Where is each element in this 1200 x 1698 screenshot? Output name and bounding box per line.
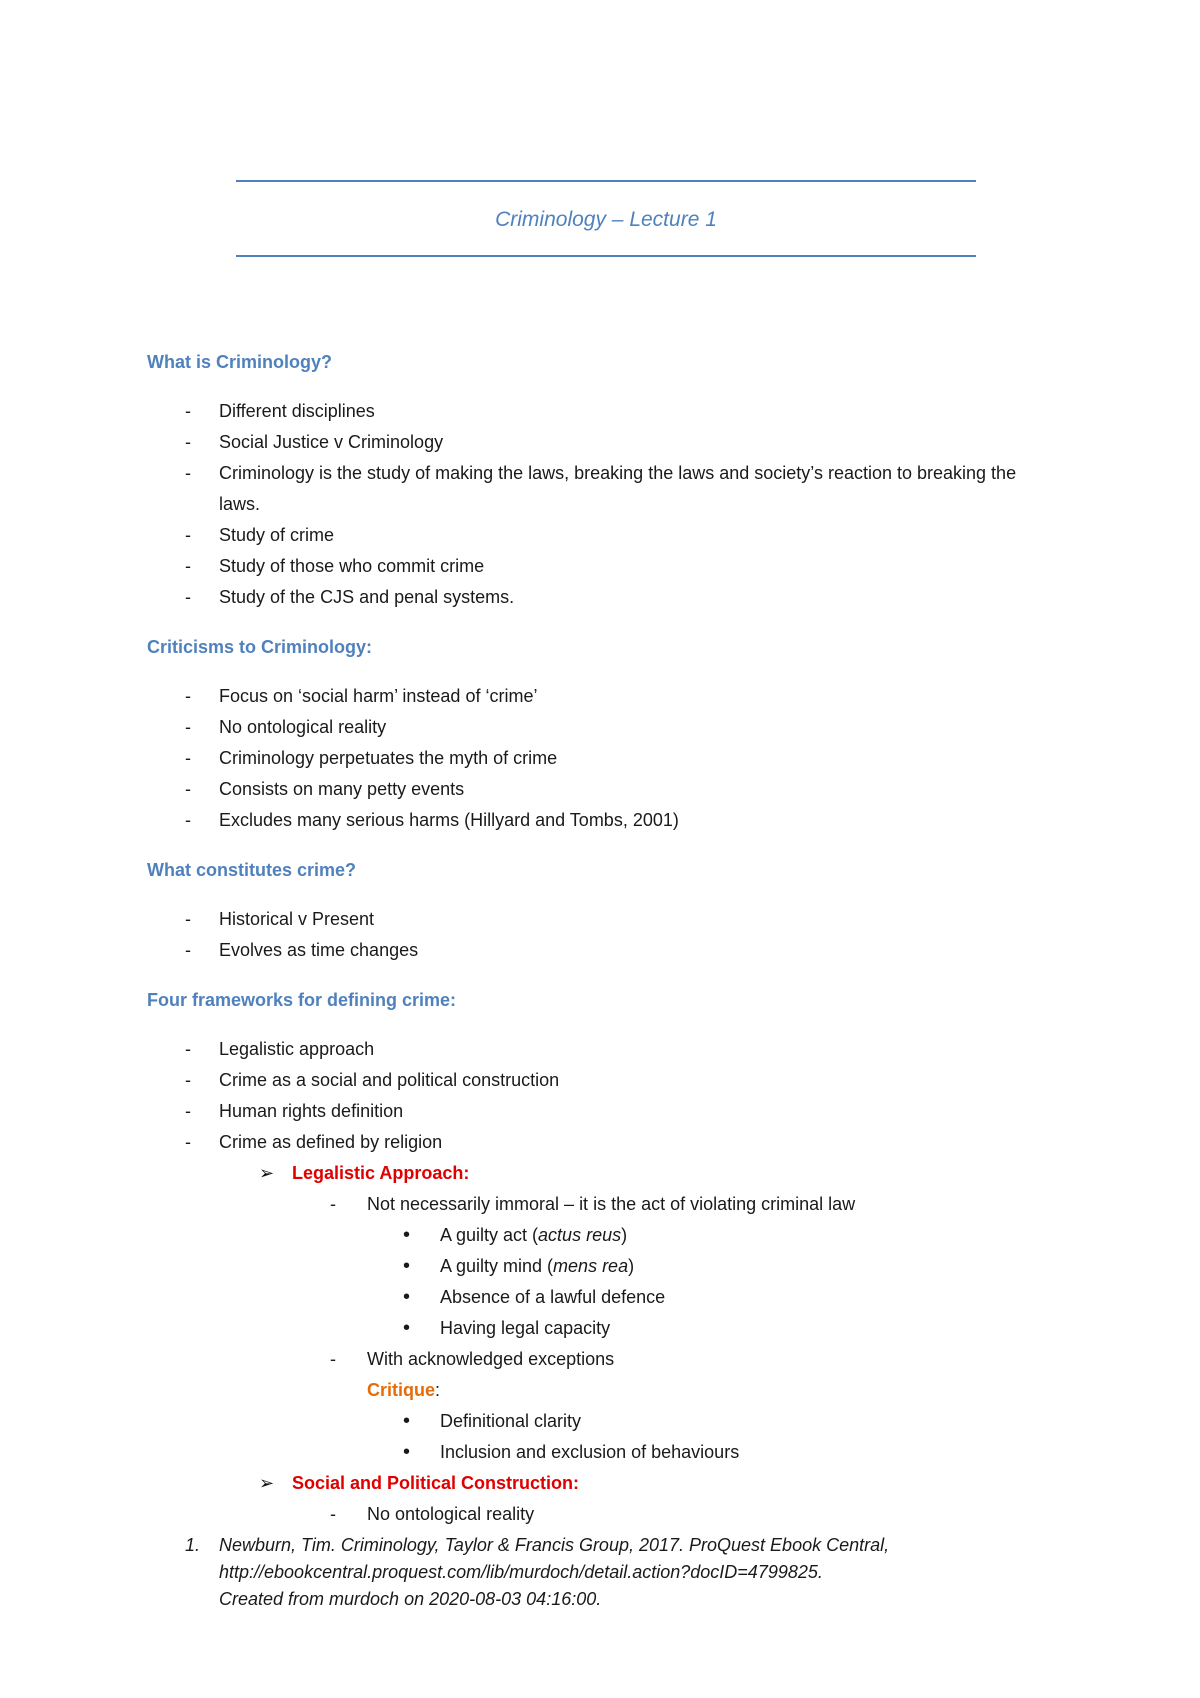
list-item: - Criminology is the study of making the laws, breaking the laws and society’s reaction to breaking the laws. [147, 458, 1047, 520]
subheading-label: Social and Political Construction: [292, 1473, 580, 1493]
list-item: - Human rights definition [147, 1096, 1047, 1127]
list-social-points [147, 1499, 1047, 1530]
heading-what-is-criminology: What is Criminology? [147, 352, 333, 372]
list-legalistic-points [147, 1189, 1047, 1220]
list-criticisms [147, 681, 1047, 836]
list-item: - Different disciplines [147, 396, 1047, 427]
title-block [236, 180, 976, 257]
list-item: - Not necessarily immoral – it is the act of violating criminal law [147, 1189, 1047, 1220]
list-item: - No ontological reality [147, 712, 1047, 743]
bullet-text: A guilty act ( [440, 1225, 539, 1245]
list-item: - Crime as defined by religion [147, 1127, 1047, 1158]
footnote-line: Newburn, Tim. Criminology, Taylor & Francis Group, 2017. ProQuest Ebook Central, [219, 1535, 890, 1555]
subheading-social-political-construction [147, 1468, 1047, 1499]
list-critique [147, 1406, 1047, 1468]
list-item: - Study of those who commit crime [147, 551, 1047, 582]
arrow-bullet-icon: ➢ [259, 1163, 275, 1183]
list-item: - Historical v Present [147, 904, 1047, 935]
list-item [147, 1220, 1047, 1251]
list-item: - Focus on ‘social harm’ instead of ‘crime’ [147, 681, 1047, 712]
bullet-text-end: ) [621, 1225, 628, 1245]
list-item: - Excludes many serious harms (Hillyard and Tombs, 2001) [147, 805, 1047, 836]
heading-what-constitutes-crime: What constitutes crime? [147, 860, 357, 880]
critique-colon: : [435, 1380, 441, 1400]
list-what-constitutes-crime [147, 904, 1047, 966]
list-four-frameworks [147, 1034, 1047, 1158]
list-item: - Criminology perpetuates the myth of crime [147, 743, 1047, 774]
footnote-line: Created from murdoch on 2020-08-03 04:16:00. [219, 1589, 602, 1609]
heading-four-frameworks: Four frameworks for defining crime: [147, 990, 457, 1010]
list-item: - Study of the CJS and penal systems. [147, 582, 1047, 613]
heading-criticisms: Criticisms to Criminology: [147, 637, 373, 657]
subheading-legalistic-approach [147, 1158, 1047, 1189]
footnote-link: http://ebookcentral.proquest.com/lib/murdoch/detail.action?docID=4799825. [219, 1562, 823, 1582]
list-item: - Legalistic approach [147, 1034, 1047, 1065]
page-title: Criminology – Lecture 1 [495, 208, 717, 231]
list-item: - Crime as a social and political construction [147, 1065, 1047, 1096]
list-item: - Evolves as time changes [147, 935, 1047, 966]
list-item: • Definitional clarity [147, 1406, 1047, 1437]
subheading-label: Legalistic Approach: [292, 1163, 470, 1183]
list-legalistic-elements [147, 1220, 1047, 1344]
title-rule-bottom [236, 255, 976, 257]
list-item: - With acknowledged exceptions [147, 1344, 1047, 1375]
critique-label [147, 1375, 1047, 1406]
document-body [147, 349, 1047, 1613]
list-item: • Inclusion and exclusion of behaviours [147, 1437, 1047, 1468]
list-item: - Consists on many petty events [147, 774, 1047, 805]
list-item: • Having legal capacity [147, 1313, 1047, 1344]
arrow-bullet-icon: ➢ [259, 1473, 275, 1493]
bullet-text-end: ) [628, 1256, 635, 1276]
list-legalistic-points-2 [147, 1344, 1047, 1375]
bullet-text: A guilty mind ( [440, 1256, 554, 1276]
list-item: - Study of crime [147, 520, 1047, 551]
list-item: - No ontological reality [147, 1499, 1047, 1530]
list-what-is-criminology [147, 396, 1047, 613]
list-item: - Social Justice v Criminology [147, 427, 1047, 458]
bullet-emphasis: actus reus [538, 1225, 622, 1245]
footnote [147, 1532, 1047, 1613]
critique-text: Critique [367, 1380, 436, 1400]
list-item [147, 1251, 1047, 1282]
list-item: • Absence of a lawful defence [147, 1282, 1047, 1313]
bullet-emphasis: mens rea [553, 1256, 629, 1276]
footnote-number: 1. [185, 1535, 201, 1555]
